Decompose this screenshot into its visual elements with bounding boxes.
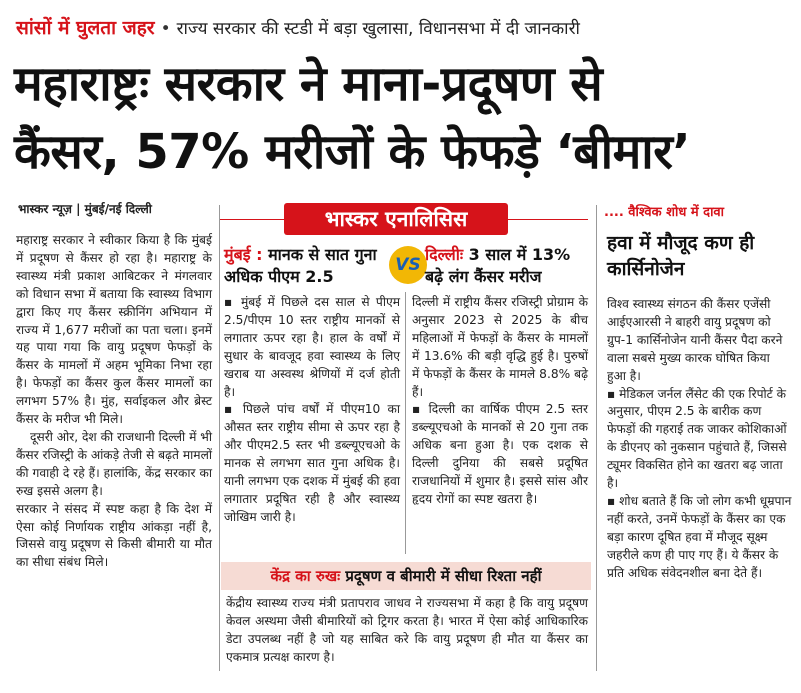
kicker-separator: •: [160, 19, 171, 39]
centre-title: प्रदूषण व बीमारी में सीधा रिश्ता नहीं: [345, 567, 542, 585]
delhi-label: दिल्लीः: [425, 245, 464, 264]
left-paragraph-2: दूसरी ओर, देश की राजधानी दिल्ली में भी कैंसर रजिस्ट्री के आंकड़े तेजी से बढ़ते मामलों की गवाही दे रहे हैं। हालांकि, केंद्र सरकार का रुख इससे अलग है।: [16, 429, 212, 498]
centre-label: केंद्र का रुखः: [270, 567, 341, 585]
mumbai-heading: [224, 244, 388, 288]
left-paragraph-3: सरकार ने संसद में स्पष्ट कहा है कि देश में ऐसा कोई निर्णायक राष्ट्रीय आंकड़ा नहीं है, जिससे वायु प्रदूषण से किसी बीमारी या मौत का सीधा संबंध मिले।: [16, 501, 212, 570]
kicker-text: राज्य सरकार की स्टडी में बड़ा खुलासा, विधानसभा में दी जानकारी: [176, 19, 580, 39]
right-body: [607, 296, 792, 583]
delhi-paragraph-2: ▪ दिल्ली का वार्षिक पीएम 2.5 स्तर डब्ल्यूएचओ के मानकों से 20 गुना तक अधिक बना हुआ है। एक दशक से दिल्ली दुनिया की सबसे प्रदूषित राजधानियों में शुमार है। इससे सांस और हृदय रोगों का स्पष्ट खतरा है।: [412, 402, 588, 506]
delhi-heading: [425, 244, 590, 288]
headline-line-2: कैंसर, 57% मरीजों के फेफड़े ‘बीमार’: [14, 124, 691, 180]
vs-badge: VS: [389, 246, 427, 284]
kicker-line: [16, 8, 791, 48]
centre-body: केंद्रीय स्वास्थ्य राज्य मंत्री प्रतापराव जाधव ने राज्यसभा में कहा है कि वायु प्रदूषण केवल अस्थमा जैसी बीमारियों को ट्रिगर करता है। भारत में ऐसा कोई आधिकारिक डेटा उपलब्ध नहीं है जो यह साबित करे कि वायु प्रदूषण ही मौत या कैंसर का एकमात्र प्रत्यक्ष कारण है।: [226, 596, 588, 664]
column-divider-right: [596, 205, 597, 671]
mumbai-body: [224, 294, 400, 527]
right-kicker: .... वैश्विक शोध में दावा: [604, 205, 725, 220]
kicker-label: सांसों में घुलता जहर: [16, 17, 155, 39]
mumbai-paragraph-1: ▪ मुंबई में पिछले दस साल से पीएम 2.5/पीएम 10 स्तर राष्ट्रीय मानकों से लगातार ऊपर रहा है। हाल के वर्षों में सुधार के बावजूद हवा स्वास्थ्य के लिए खराब या अस्वस्थ श्रेणियों में दर्ज होती है।: [224, 295, 400, 399]
right-title: हवा में मौजूद कण ही कार्सिनोजेन: [607, 232, 755, 280]
delhi-paragraph-1: दिल्ली में राष्ट्रीय कैंसर रजिस्ट्री प्रोग्राम के अनुसार 2023 से 2025 के बीच महिलाओं में फेफड़ों के कैंसर के मामलों में 13.6% की बड़ी वृद्धि हुई है। पुरुषों में फेफड़ों के कैंसर के मामले 8.8% बढ़े हैं।: [412, 295, 588, 399]
mumbai-paragraph-2: ▪ पिछले पांच वर्षों में पीएम10 का औसत स्तर राष्ट्रीय सीमा से ऊपर रहा है और पीएम2.5 स्तर भी डब्ल्यूएचओ के मानक से लगभग सात गुना अधिक है। यानी लगभग एक दशक में मुंबई की हवा लगातार प्रदूषित रही है और स्वास्थ्य जोखिम जारी है।: [224, 402, 400, 524]
right-paragraph-3: ▪ शोध बताते हैं कि जो लोग कभी धूम्रपान नहीं करते, उनमें फेफड़ों के कैंसर का एक बड़ा कारण दूषित हवा में मौजूद सूक्ष्म जहरीले कण ही पाए गए हैं। ये कैंसर के प्रति अधिक संवेदनशील बना देते हैं।: [607, 493, 792, 580]
column-divider-left: [219, 205, 220, 671]
mumbai-title: मानक से सात गुना अधिक पीएम 2.5: [224, 245, 377, 286]
mumbai-label: मुंबई :: [224, 245, 263, 264]
analysis-banner: भास्कर एनालिसिस: [284, 203, 508, 235]
headline: [14, 50, 789, 186]
delhi-body: [412, 294, 588, 509]
column-divider-middle: [405, 292, 406, 554]
delhi-title: 3 साल में 13% बढ़े लंग कैंसर मरीज: [425, 245, 571, 286]
right-paragraph-1: विश्व स्वास्थ्य संगठन की कैंसर एजेंसी आईएआरसी ने बाहरी वायु प्रदूषण को ग्रुप-1 कार्सिनोजेन यानी कैंसर पैदा करने वाला सबसे मुख्य कारक घोषित किया हुआ है।: [607, 297, 783, 383]
right-paragraph-2: ▪ मेडिकल जर्नल लैंसेट की एक रिपोर्ट के अनुसार, पीएम 2.5 के बारीक कण फेफड़ों की गहराई तक जाकर कोशिकाओं के डीएनए को नुकसान पहुंचाते हैं, जिससे ट्यूमर विकसित होने का खतरा बढ़ जाता है।: [607, 386, 787, 491]
centre-stance-band: [221, 562, 591, 590]
headline-line-1: महाराष्ट्रः सरकार ने माना-प्रदूषण से: [14, 56, 603, 112]
byline: भास्कर न्यूज़ | मुंबई/नई दिल्ली: [18, 202, 152, 216]
left-column: [16, 232, 212, 572]
left-paragraph-1: महाराष्ट्र सरकार ने स्वीकार किया है कि मुंबई में प्रदूषण से कैंसर हो रहा है। महाराष्ट्र के स्वास्थ्य मंत्री प्रकाश आबिटकर ने मंगलवार को विधान सभा में बताया कि स्वास्थ्य विभाग द्वारा किए गए कैंसर स्क्रीनिंग अभियान में राज्य में 1,677 मरीजों का पता चला। इनमें यह पाया गया कि वायु प्रदूषण फेफड़ों के कैंसर के मामलों में अहम भूमिका निभा रहा है। फेफड़ों का कैंसर कुल कैंसर मामलों का लगभग 57% है। मुंह, सर्वाइकल और ब्रेस्ट कैंसर के मरीज भी मिले।: [16, 233, 212, 427]
